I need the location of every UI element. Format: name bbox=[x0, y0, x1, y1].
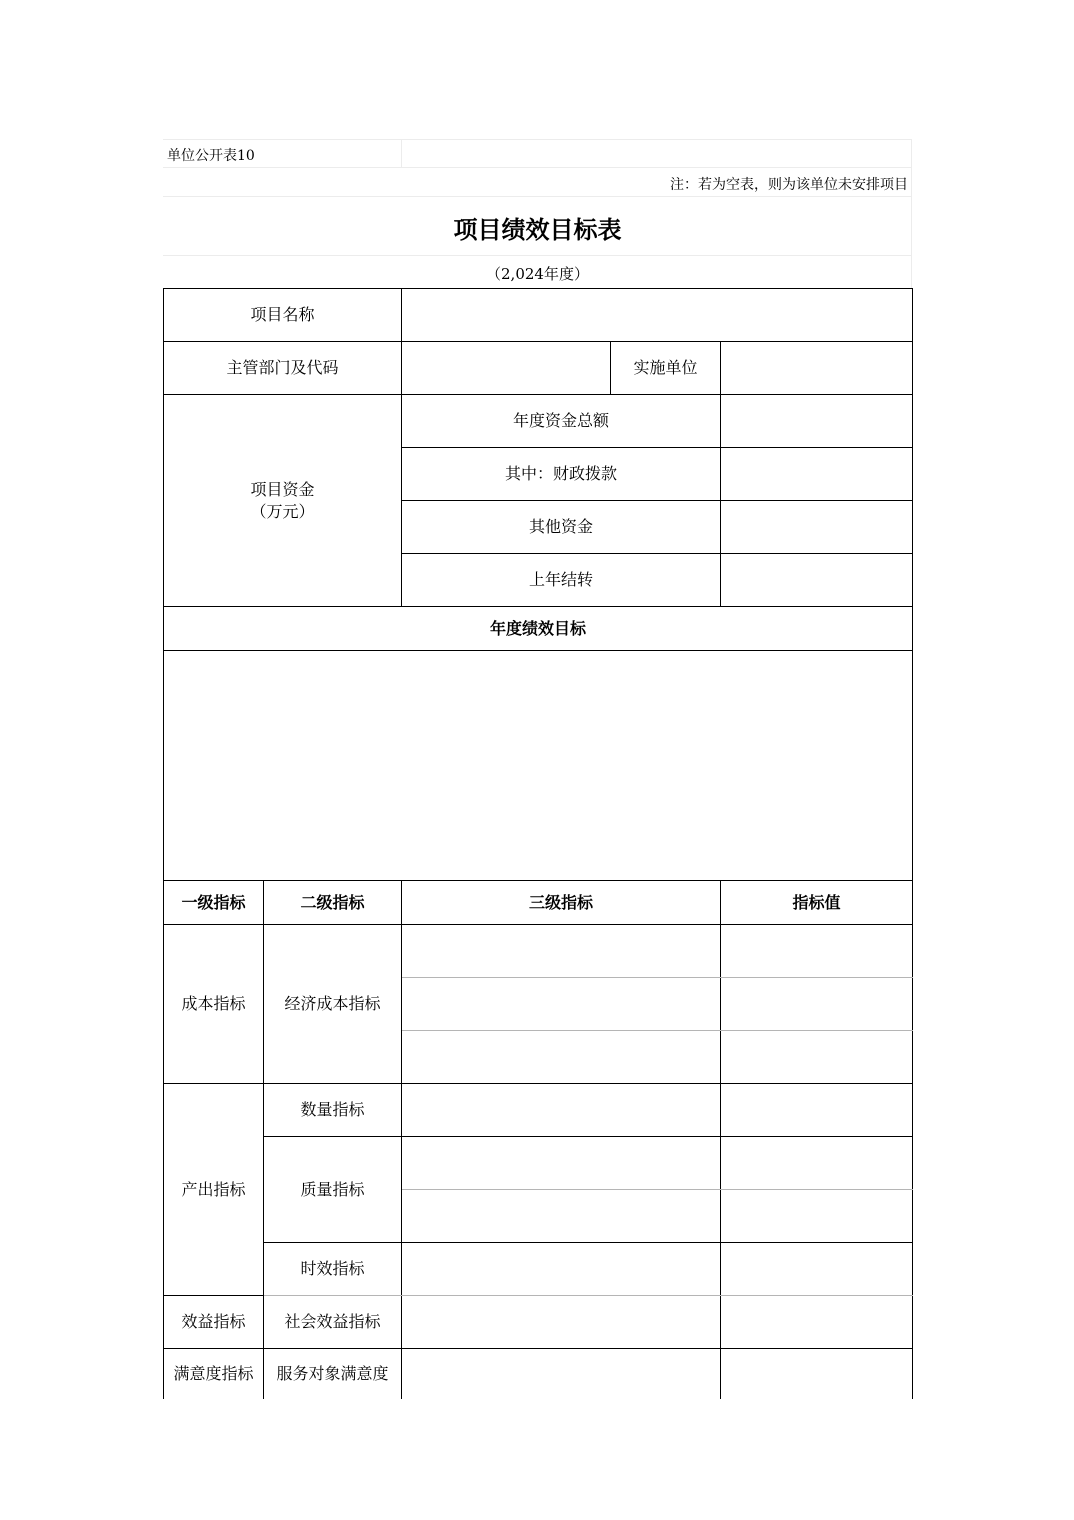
satisfaction-service: 服务对象满意度 bbox=[264, 1349, 402, 1399]
level3-cell[interactable] bbox=[402, 1243, 721, 1296]
funds-total-label: 年度资金总额 bbox=[402, 395, 721, 448]
annual-goal-heading: 年度绩效目标 bbox=[164, 607, 913, 651]
year-row bbox=[163, 255, 912, 288]
value-cell[interactable] bbox=[721, 1031, 913, 1084]
annual-goal-content[interactable] bbox=[164, 651, 913, 881]
benefit-social: 社会效益指标 bbox=[264, 1296, 402, 1349]
impl-unit-value[interactable] bbox=[721, 342, 913, 395]
value-cell[interactable] bbox=[721, 1137, 913, 1190]
table-row bbox=[164, 1349, 913, 1399]
level3-cell[interactable] bbox=[402, 1296, 721, 1349]
level3-cell[interactable] bbox=[402, 1084, 721, 1137]
funds-row-total bbox=[164, 395, 913, 448]
level3-cell[interactable] bbox=[402, 1031, 721, 1084]
funds-carryover-value[interactable] bbox=[721, 554, 913, 607]
value-cell[interactable] bbox=[721, 978, 913, 1031]
table-row bbox=[164, 925, 913, 978]
title-row bbox=[163, 196, 912, 255]
dept-label: 主管部门及代码 bbox=[164, 342, 402, 395]
dept-row bbox=[164, 342, 913, 395]
benefit-level1: 效益指标 bbox=[164, 1296, 264, 1349]
header-level3: 三级指标 bbox=[402, 881, 721, 925]
performance-goal-sheet bbox=[163, 139, 912, 1399]
level3-cell[interactable] bbox=[402, 925, 721, 978]
fiscal-year: （2,024年度） bbox=[486, 265, 589, 283]
note-row bbox=[163, 167, 912, 196]
level3-cell[interactable] bbox=[402, 1349, 721, 1399]
funds-carryover-label: 上年结转 bbox=[402, 554, 721, 607]
header-level1: 一级指标 bbox=[164, 881, 264, 925]
impl-unit-label: 实施单位 bbox=[611, 342, 721, 395]
value-cell[interactable] bbox=[721, 1243, 913, 1296]
cost-level2: 经济成本指标 bbox=[264, 925, 402, 1084]
output-timeliness: 时效指标 bbox=[264, 1243, 402, 1296]
output-quantity: 数量指标 bbox=[264, 1084, 402, 1137]
value-cell[interactable] bbox=[721, 1349, 913, 1399]
form-code-row bbox=[163, 139, 912, 167]
table-row bbox=[164, 1243, 913, 1296]
dept-value[interactable] bbox=[402, 342, 611, 395]
output-level1: 产出指标 bbox=[164, 1084, 264, 1296]
header-level2: 二级指标 bbox=[264, 881, 402, 925]
annual-goal-heading-row bbox=[164, 607, 913, 651]
funds-total-value[interactable] bbox=[721, 395, 913, 448]
funds-other-label: 其他资金 bbox=[402, 501, 721, 554]
level3-cell[interactable] bbox=[402, 1137, 721, 1190]
cost-level1: 成本指标 bbox=[164, 925, 264, 1084]
project-name-label: 项目名称 bbox=[164, 289, 402, 342]
level3-cell[interactable] bbox=[402, 978, 721, 1031]
project-name-row bbox=[164, 289, 913, 342]
project-name-value[interactable] bbox=[402, 289, 913, 342]
funds-fiscal-label: 其中：财政拨款 bbox=[402, 448, 721, 501]
value-cell[interactable] bbox=[721, 1190, 913, 1243]
funds-label-line1: 项目资金 bbox=[250, 479, 315, 499]
funds-label bbox=[164, 395, 402, 607]
satisfaction-level1: 满意度指标 bbox=[164, 1349, 264, 1399]
funds-fiscal-value[interactable] bbox=[721, 448, 913, 501]
header-value: 指标值 bbox=[721, 881, 913, 925]
funds-label-line2: （万元） bbox=[250, 501, 315, 521]
value-cell[interactable] bbox=[721, 925, 913, 978]
level3-cell[interactable] bbox=[402, 1190, 721, 1243]
value-cell[interactable] bbox=[721, 1084, 913, 1137]
page-title: 项目绩效目标表 bbox=[453, 215, 622, 244]
table-row bbox=[164, 1137, 913, 1190]
form-code: 单位公开表10 bbox=[167, 148, 255, 164]
indicator-header-row bbox=[164, 881, 913, 925]
empty-table-note: 注：若为空表，则为该单位未安排项目 bbox=[670, 177, 908, 193]
table-row bbox=[164, 1084, 913, 1137]
output-quality: 质量指标 bbox=[264, 1137, 402, 1243]
table-row bbox=[164, 1296, 913, 1349]
annual-goal-content-row bbox=[164, 651, 913, 881]
performance-table bbox=[163, 288, 913, 1399]
value-cell[interactable] bbox=[721, 1296, 913, 1349]
funds-other-value[interactable] bbox=[721, 501, 913, 554]
